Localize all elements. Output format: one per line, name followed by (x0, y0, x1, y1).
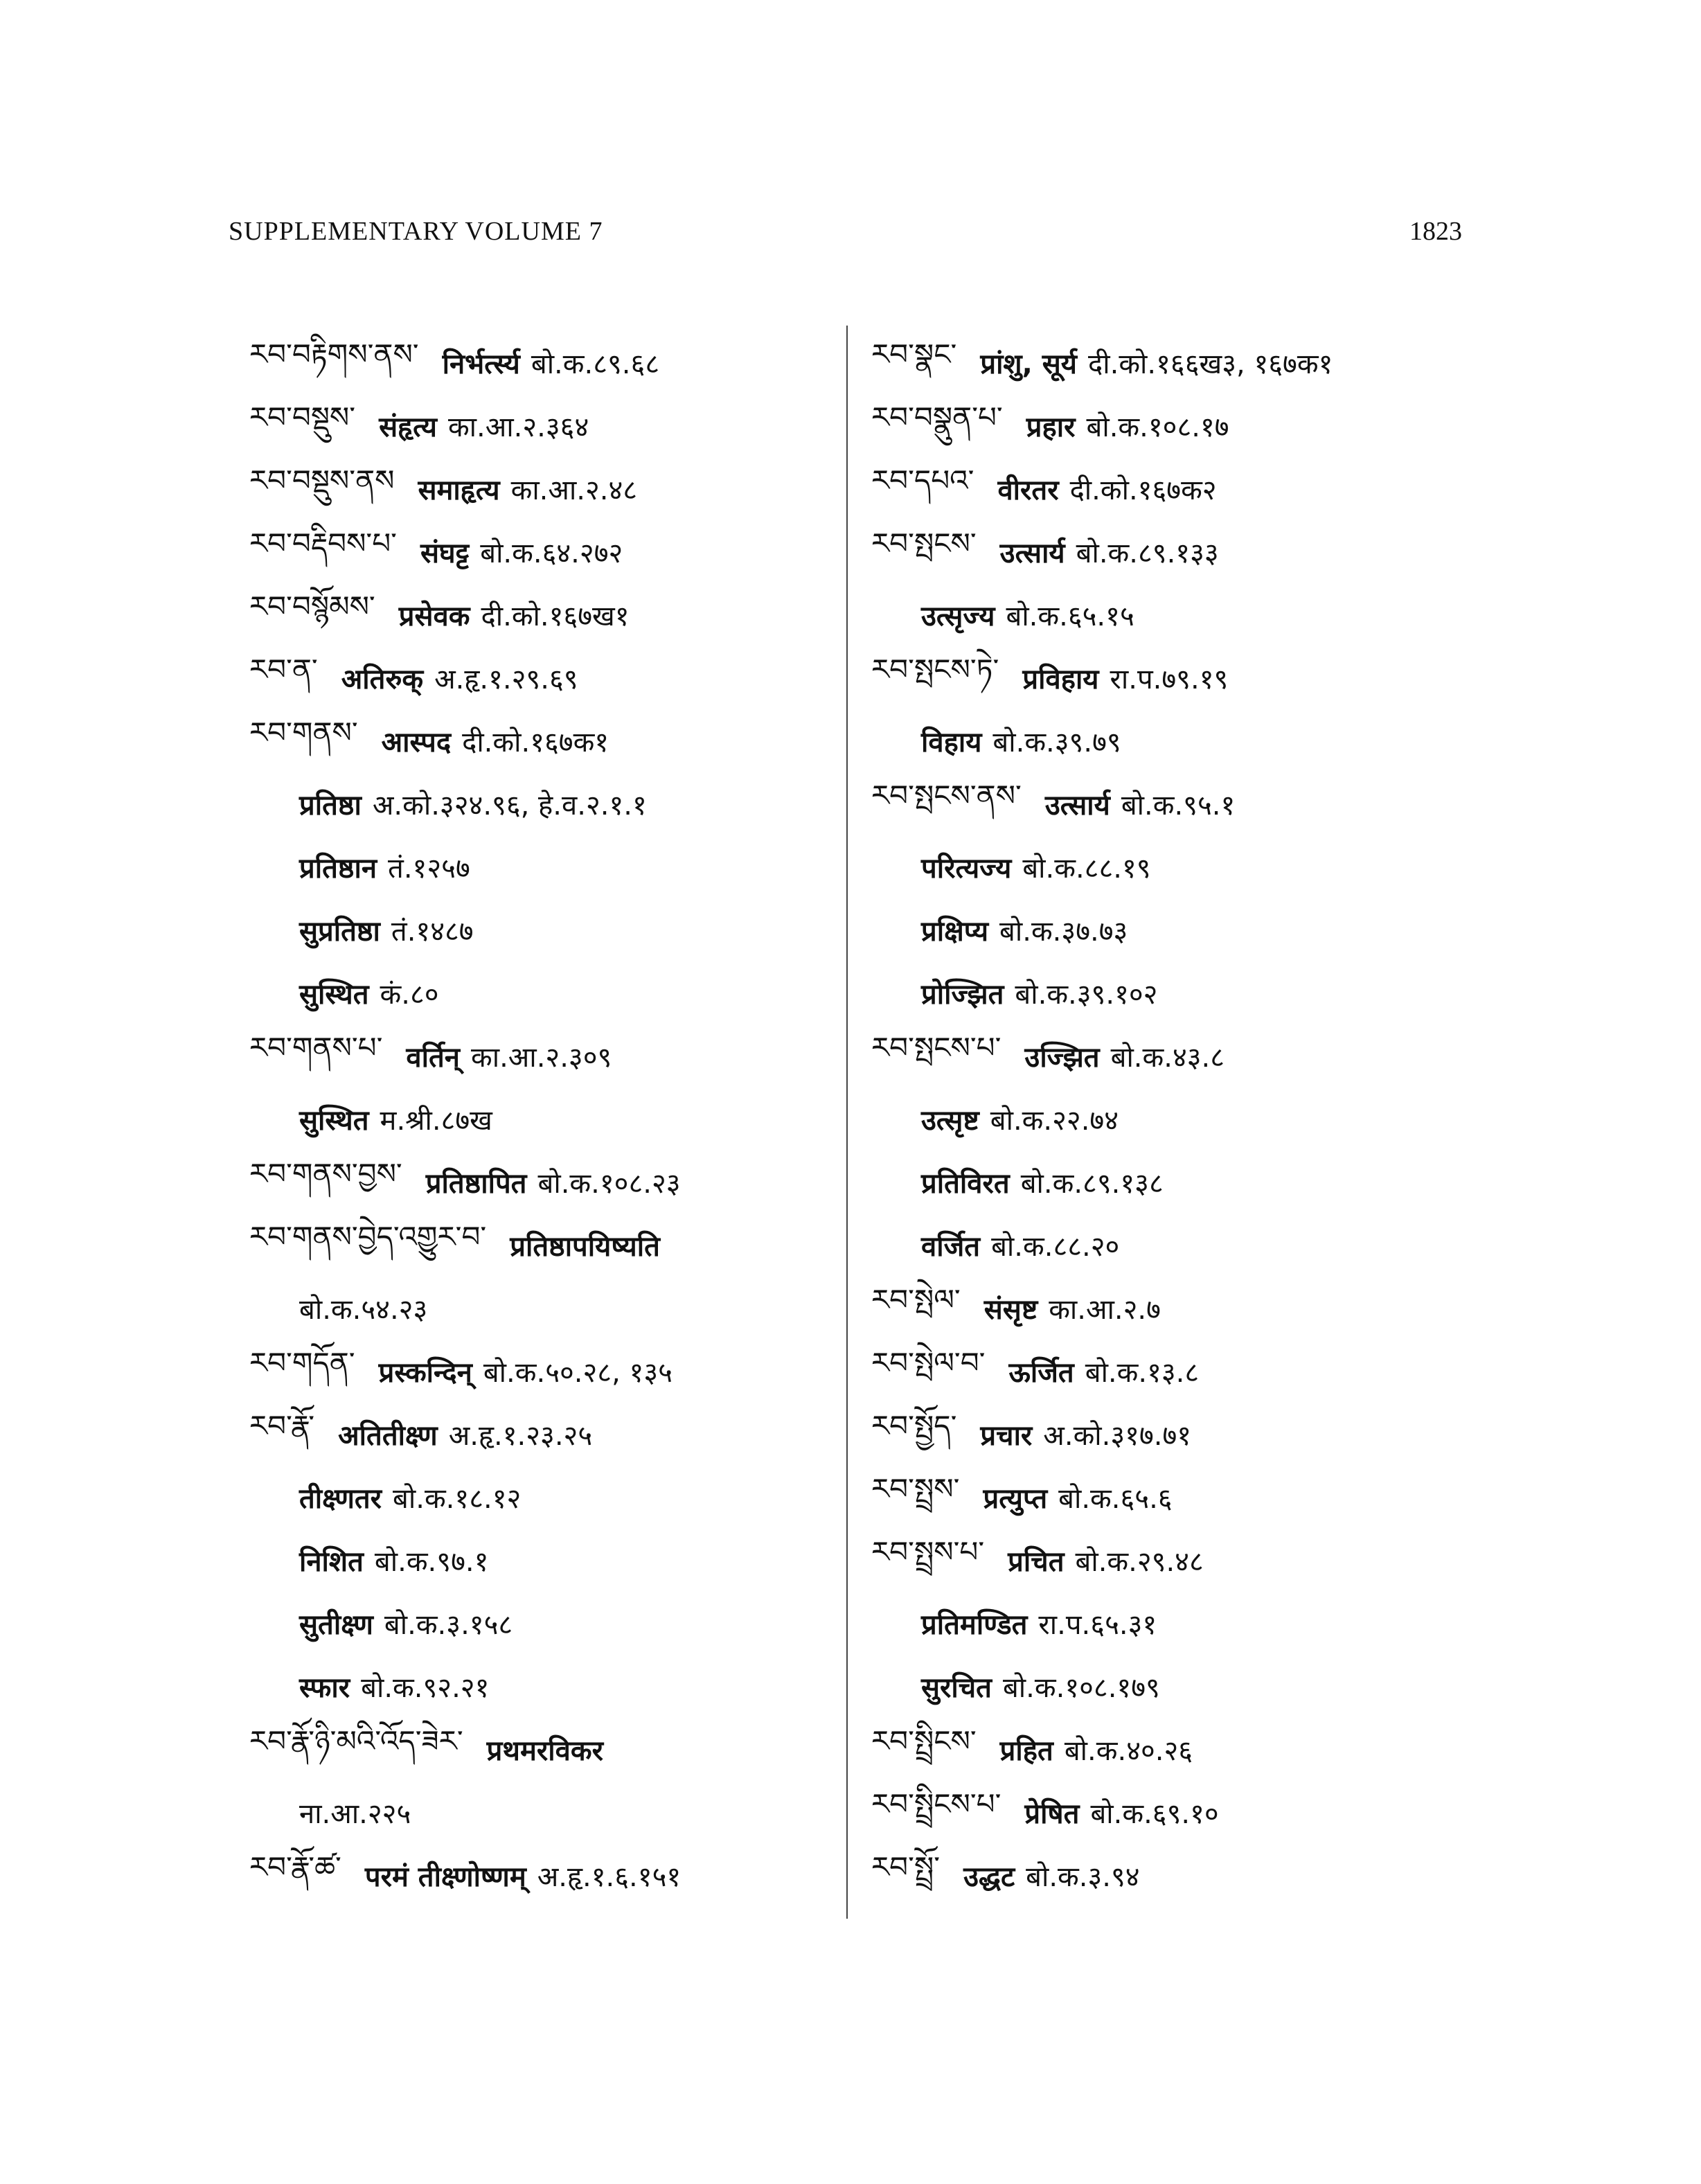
source-reference: बो.क.९७.१ (374, 1546, 489, 1578)
sanskrit-equivalent: प्रांशु, सूर्य (980, 348, 1077, 380)
source-reference: का.आ.२.३६४ (447, 411, 589, 443)
sanskrit-equivalent: उत्सार्य (1044, 790, 1110, 822)
entry-continuation (871, 898, 1481, 961)
dictionary-entry (249, 709, 831, 772)
sanskrit-equivalent: तीक्ष्णतर (299, 1483, 382, 1515)
sanskrit-equivalent: संसृष्ट (983, 1294, 1038, 1326)
tibetan-headword: རབ་སྤངས་ (871, 526, 977, 560)
tibetan-headword: རབ་བརྟིགས་ནས་ (249, 337, 419, 371)
source-reference: बो.क.५४.२३ (299, 1294, 428, 1326)
dictionary-entry (871, 1340, 1481, 1403)
sanskrit-equivalent: प्रत्युप्त (983, 1483, 1048, 1515)
sanskrit-equivalent: प्रचित (1008, 1546, 1065, 1578)
source-reference: अ.को.३२४.९६, हे.व.२.१.१ (372, 790, 647, 822)
sanskrit-equivalent: उज्झित (1024, 1042, 1100, 1074)
source-reference: कं.८० (380, 979, 439, 1011)
dictionary-entry (249, 583, 831, 646)
tibetan-headword: རབ་གནས་བྱས་ (249, 1157, 402, 1191)
tibetan-headword: རབ་རྣོ་ (249, 1409, 315, 1443)
sanskrit-equivalent: निशित (299, 1546, 364, 1578)
source-reference: तं.१४८७ (391, 916, 474, 948)
source-reference: बो.क.६५.१५ (1006, 601, 1134, 632)
sanskrit-equivalent: उत्सृष्ट (921, 1105, 979, 1137)
sanskrit-equivalent: उत्सार्य (999, 538, 1065, 569)
right-column (871, 331, 1481, 1907)
source-reference: बो.क.६९.१० (1090, 1798, 1219, 1830)
sanskrit-equivalent: प्रसेवक (398, 601, 470, 632)
source-reference: बो.क.८९.१३३ (1076, 538, 1219, 569)
source-reference: बो.क.३९.१०२ (1015, 979, 1158, 1011)
source-reference: बो.क.१८.१२ (393, 1483, 522, 1515)
sanskrit-equivalent: वर्तिन् (406, 1042, 461, 1074)
source-reference: बो.क.२२.७४ (990, 1105, 1119, 1137)
tibetan-headword: རབ་གདོན་ (249, 1346, 355, 1380)
tibetan-headword: རབ་གནས་ (249, 716, 358, 749)
page-number: 1823 (1409, 217, 1462, 246)
sanskrit-equivalent: सुस्थित (299, 1105, 369, 1137)
entry-continuation (249, 835, 831, 898)
tibetan-headword: རབ་སྤྲོ་ (871, 1850, 941, 1884)
sanskrit-equivalent: प्रथमरविकर (486, 1735, 603, 1767)
source-reference: का.आ.२.७ (1049, 1294, 1161, 1326)
sanskrit-equivalent: अतितीक्ष्ण (338, 1420, 438, 1452)
sanskrit-equivalent: अतिरुक् (341, 664, 424, 695)
running-head: SUPPLEMENTARY VOLUME 7 (229, 217, 603, 246)
source-reference: तं.१२५७ (388, 853, 470, 885)
sanskrit-equivalent: सुरचित (921, 1672, 992, 1704)
sanskrit-equivalent: निर्भर्त्स्य (442, 348, 520, 380)
sanskrit-equivalent: प्रतिष्ठापित (425, 1168, 527, 1200)
source-reference: बो.क.१३.८ (1085, 1357, 1200, 1389)
source-reference: रा.प.६५.३१ (1038, 1609, 1157, 1641)
sanskrit-equivalent: संघट्ट (420, 538, 470, 569)
tibetan-headword: རབ་ན་ (249, 652, 318, 686)
tibetan-headword: རབ་སྤངས་པ་ (871, 1031, 1001, 1065)
source-reference: दी.को.१६६ख३, १६७क१ (1088, 348, 1333, 380)
sanskrit-equivalent: वर्जित (921, 1231, 981, 1263)
entry-continuation (871, 1151, 1481, 1214)
source-reference: अ.हृ.१.२९.६९ (434, 664, 578, 695)
dictionary-entry (249, 1718, 831, 1781)
entry-continuation (249, 898, 831, 961)
sanskrit-equivalent: सुतीक्ष्ण (299, 1609, 373, 1641)
sanskrit-equivalent: प्रतिष्ठान (299, 853, 377, 885)
tibetan-headword: རབ་རྣོ་ཉི་མའི་འོད་ཟེར་ (249, 1724, 463, 1758)
tibetan-headword: རབ་སྤེལ་བ་ (871, 1346, 986, 1380)
dictionary-entry (871, 520, 1481, 583)
tibetan-headword: རབ་སྤྲས་ (871, 1472, 960, 1506)
tibetan-headword: རབ་སྤྲིངས་ (871, 1724, 977, 1758)
source-reference: बो.क.४३.८ (1110, 1042, 1225, 1074)
sanskrit-equivalent: परमं तीक्ष्णोष्णम् (364, 1861, 526, 1893)
entry-continuation (249, 1466, 831, 1529)
sanskrit-equivalent: उद्धट (963, 1861, 1015, 1893)
source-reference: बो.क.८९.१३८ (1020, 1168, 1164, 1200)
source-reference: बो.क.१०८.२३ (537, 1168, 681, 1200)
source-reference: अ.हृ.१.६.१५१ (537, 1861, 682, 1893)
source-reference: दी.को.१६७क२ (1069, 474, 1217, 506)
sanskrit-equivalent: संहृत्य (379, 411, 437, 443)
tibetan-headword: རབ་གནས་པ་ (249, 1031, 383, 1065)
dictionary-entry (249, 1214, 831, 1277)
tibetan-headword: རབ་སྤྲིངས་པ་ (871, 1787, 1001, 1821)
entry-continuation (249, 1592, 831, 1655)
dictionary-entry (871, 1024, 1481, 1087)
sanskrit-equivalent: प्रक्षिप्य (921, 916, 989, 948)
source-reference: दी.को.१६७ख१ (481, 601, 630, 632)
source-reference: बो.क.५०.२८, १३५ (483, 1357, 673, 1389)
sanskrit-equivalent: समाहृत्य (418, 474, 500, 506)
sanskrit-equivalent: विहाय (921, 727, 982, 758)
source-reference: का.आ.२.४८ (510, 474, 638, 506)
source-reference: म.श्री.८७ख (380, 1105, 492, 1137)
source-reference: बो.क.९५.१ (1121, 790, 1236, 822)
tibetan-headword: རབ་བསྡུས་ (249, 400, 356, 434)
sanskrit-equivalent: प्रेषित (1024, 1798, 1080, 1830)
entry-continuation (249, 1529, 831, 1592)
entry-continuation (871, 1214, 1481, 1277)
sanskrit-equivalent: प्रतिष्ठा (299, 790, 362, 822)
tibetan-headword: རབ་བསྣུན་པ་ (871, 400, 1003, 434)
source-reference: बो.क.६४.२७२ (480, 538, 623, 569)
source-reference: रा.प.७९.१९ (1110, 664, 1229, 695)
source-reference: बो.क.१०८.१७९ (1002, 1672, 1160, 1704)
column-divider (846, 326, 848, 1919)
left-column (249, 331, 831, 1907)
source-reference: अ.को.३१७.७१ (1043, 1420, 1192, 1452)
source-reference: दी.को.१६७क१ (462, 727, 609, 758)
sanskrit-equivalent: परित्यज्य (921, 853, 1012, 885)
sanskrit-equivalent: वीरतर (997, 474, 1059, 506)
tibetan-headword: རབ་སྤྲས་པ་ (871, 1535, 985, 1569)
source-reference: बो.क.८८.१९ (1022, 853, 1151, 885)
source-reference: ना.आ.२२५ (299, 1798, 411, 1830)
source-reference: बो.क.३.१५८ (384, 1609, 513, 1641)
tibetan-headword: རབ་བསྙོམས་ (249, 589, 375, 623)
source-reference: बो.क.३७.७३ (999, 916, 1128, 948)
source-reference: बो.क.६५.६ (1058, 1483, 1173, 1515)
tibetan-headword: རབ་སྣང་ (871, 337, 957, 371)
source-reference: अ.हृ.१.२३.२५ (448, 1420, 593, 1452)
dictionary-entry (871, 772, 1481, 835)
tibetan-headword: རབ་གནས་བྱེད་འགྱུར་བ་ (249, 1220, 487, 1254)
dictionary-entry (871, 1781, 1481, 1844)
sanskrit-equivalent: सुस्थित (299, 979, 369, 1011)
tibetan-headword: རབ་བརྡིབས་པ་ (249, 526, 397, 560)
sanskrit-equivalent: स्फार (299, 1672, 350, 1704)
dictionary-entry (249, 1844, 831, 1907)
sanskrit-equivalent: आस्पद (381, 727, 452, 758)
source-reference: बो.क.९२.२१ (361, 1672, 490, 1704)
sanskrit-equivalent: उत्सृज्य (921, 601, 995, 632)
sanskrit-equivalent: प्रोज्झित (921, 979, 1004, 1011)
source-reference: बो.क.८९.६८ (531, 348, 660, 380)
sanskrit-equivalent: प्रचार (980, 1420, 1033, 1452)
tibetan-headword: རབ་བསྡུས་ནས (249, 463, 395, 497)
sanskrit-equivalent: प्रहार (1026, 411, 1076, 443)
tibetan-headword: རབ་སྤེལ་ (871, 1283, 961, 1317)
tibetan-headword: རབ་དཔའ་ (871, 463, 974, 497)
sanskrit-equivalent: प्रतिमण्डित (921, 1609, 1028, 1641)
sanskrit-equivalent: ऊर्जित (1008, 1357, 1074, 1389)
tibetan-headword: རབ་སྤྱོད་ (871, 1409, 957, 1443)
dictionary-entry (249, 1340, 831, 1403)
source-reference: का.आ.२.३०९ (471, 1042, 612, 1074)
tibetan-headword: རབ་སྤངས་ཏེ་ (871, 652, 999, 686)
dictionary-entry (249, 1024, 831, 1087)
sanskrit-equivalent: प्रविहाय (1022, 664, 1099, 695)
sanskrit-equivalent: प्रहित (999, 1735, 1053, 1767)
source-reference: बो.क.४०.२६ (1064, 1735, 1193, 1767)
tibetan-headword: རབ་རྣོ་ཚ་ (249, 1850, 341, 1884)
sanskrit-equivalent: प्रतिविरत (921, 1168, 1010, 1200)
source-reference: बो.क.८८.२० (991, 1231, 1120, 1263)
source-reference: बो.क.२९.४८ (1075, 1546, 1204, 1578)
tibetan-headword: རབ་སྤངས་ནས་ (871, 779, 1022, 813)
source-reference: बो.क.३.९४ (1026, 1861, 1140, 1893)
source-reference: बो.क.१०८.१७ (1086, 411, 1229, 443)
source-reference: बो.क.३९.७९ (992, 727, 1121, 758)
sanskrit-equivalent: सुप्रतिष्ठा (299, 916, 380, 948)
sanskrit-equivalent: प्रस्कन्दिन् (378, 1357, 472, 1389)
dictionary-entry (871, 646, 1481, 709)
dictionary-entry (871, 1529, 1481, 1592)
sanskrit-equivalent: प्रतिष्ठापयिष्यति (510, 1231, 660, 1263)
